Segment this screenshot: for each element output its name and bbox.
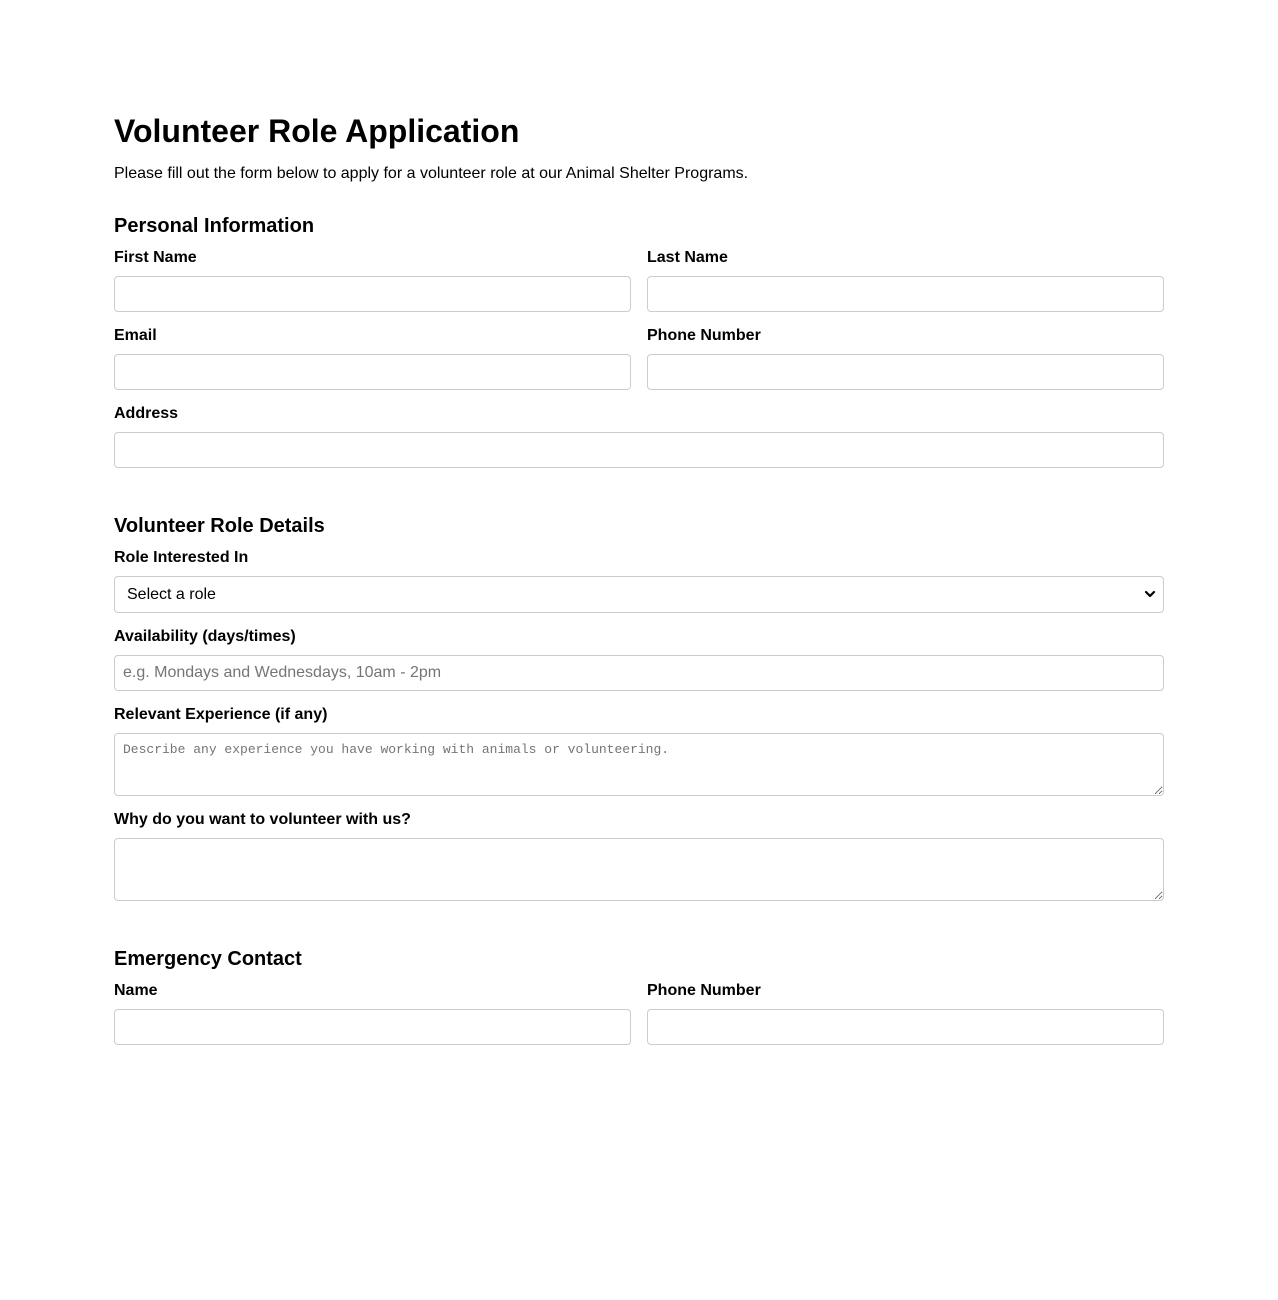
experience-label: Relevant Experience (if any) — [114, 706, 328, 723]
role-select-value: Select a role — [127, 585, 216, 603]
motivation-textarea[interactable] — [114, 838, 1164, 901]
motivation-label: Why do you want to volunteer with us? — [114, 811, 411, 828]
emergency-name-input[interactable] — [114, 1009, 631, 1045]
address-label: Address — [114, 405, 179, 422]
role-label: Role Interested In — [114, 549, 249, 566]
section-heading-emergency: Emergency Contact — [114, 948, 302, 970]
phone-label: Phone Number — [647, 327, 761, 344]
phone-input[interactable] — [647, 354, 1164, 390]
email-input[interactable] — [114, 354, 631, 390]
address-input[interactable] — [114, 432, 1164, 468]
intro-text: Please fill out the form below to apply for a volunteer role at our Animal Shelter Programs. — [114, 165, 749, 182]
page-title: Volunteer Role Application — [114, 113, 520, 149]
section-heading-role: Volunteer Role Details — [114, 515, 325, 537]
emergency-phone-input[interactable] — [647, 1009, 1164, 1045]
availability-label: Availability (days/times) — [114, 628, 296, 645]
email-label: Email — [114, 327, 157, 344]
experience-textarea[interactable] — [114, 733, 1164, 796]
emergency-phone-label: Phone Number — [647, 982, 761, 999]
chevron-down-icon — [1143, 587, 1157, 601]
availability-input[interactable] — [114, 655, 1164, 691]
last-name-input[interactable] — [647, 276, 1164, 312]
first-name-input[interactable] — [114, 276, 631, 312]
section-heading-personal: Personal Information — [114, 215, 315, 237]
emergency-name-label: Name — [114, 982, 158, 999]
last-name-label: Last Name — [647, 249, 728, 266]
first-name-label: First Name — [114, 249, 197, 266]
role-select[interactable] — [114, 576, 1164, 613]
